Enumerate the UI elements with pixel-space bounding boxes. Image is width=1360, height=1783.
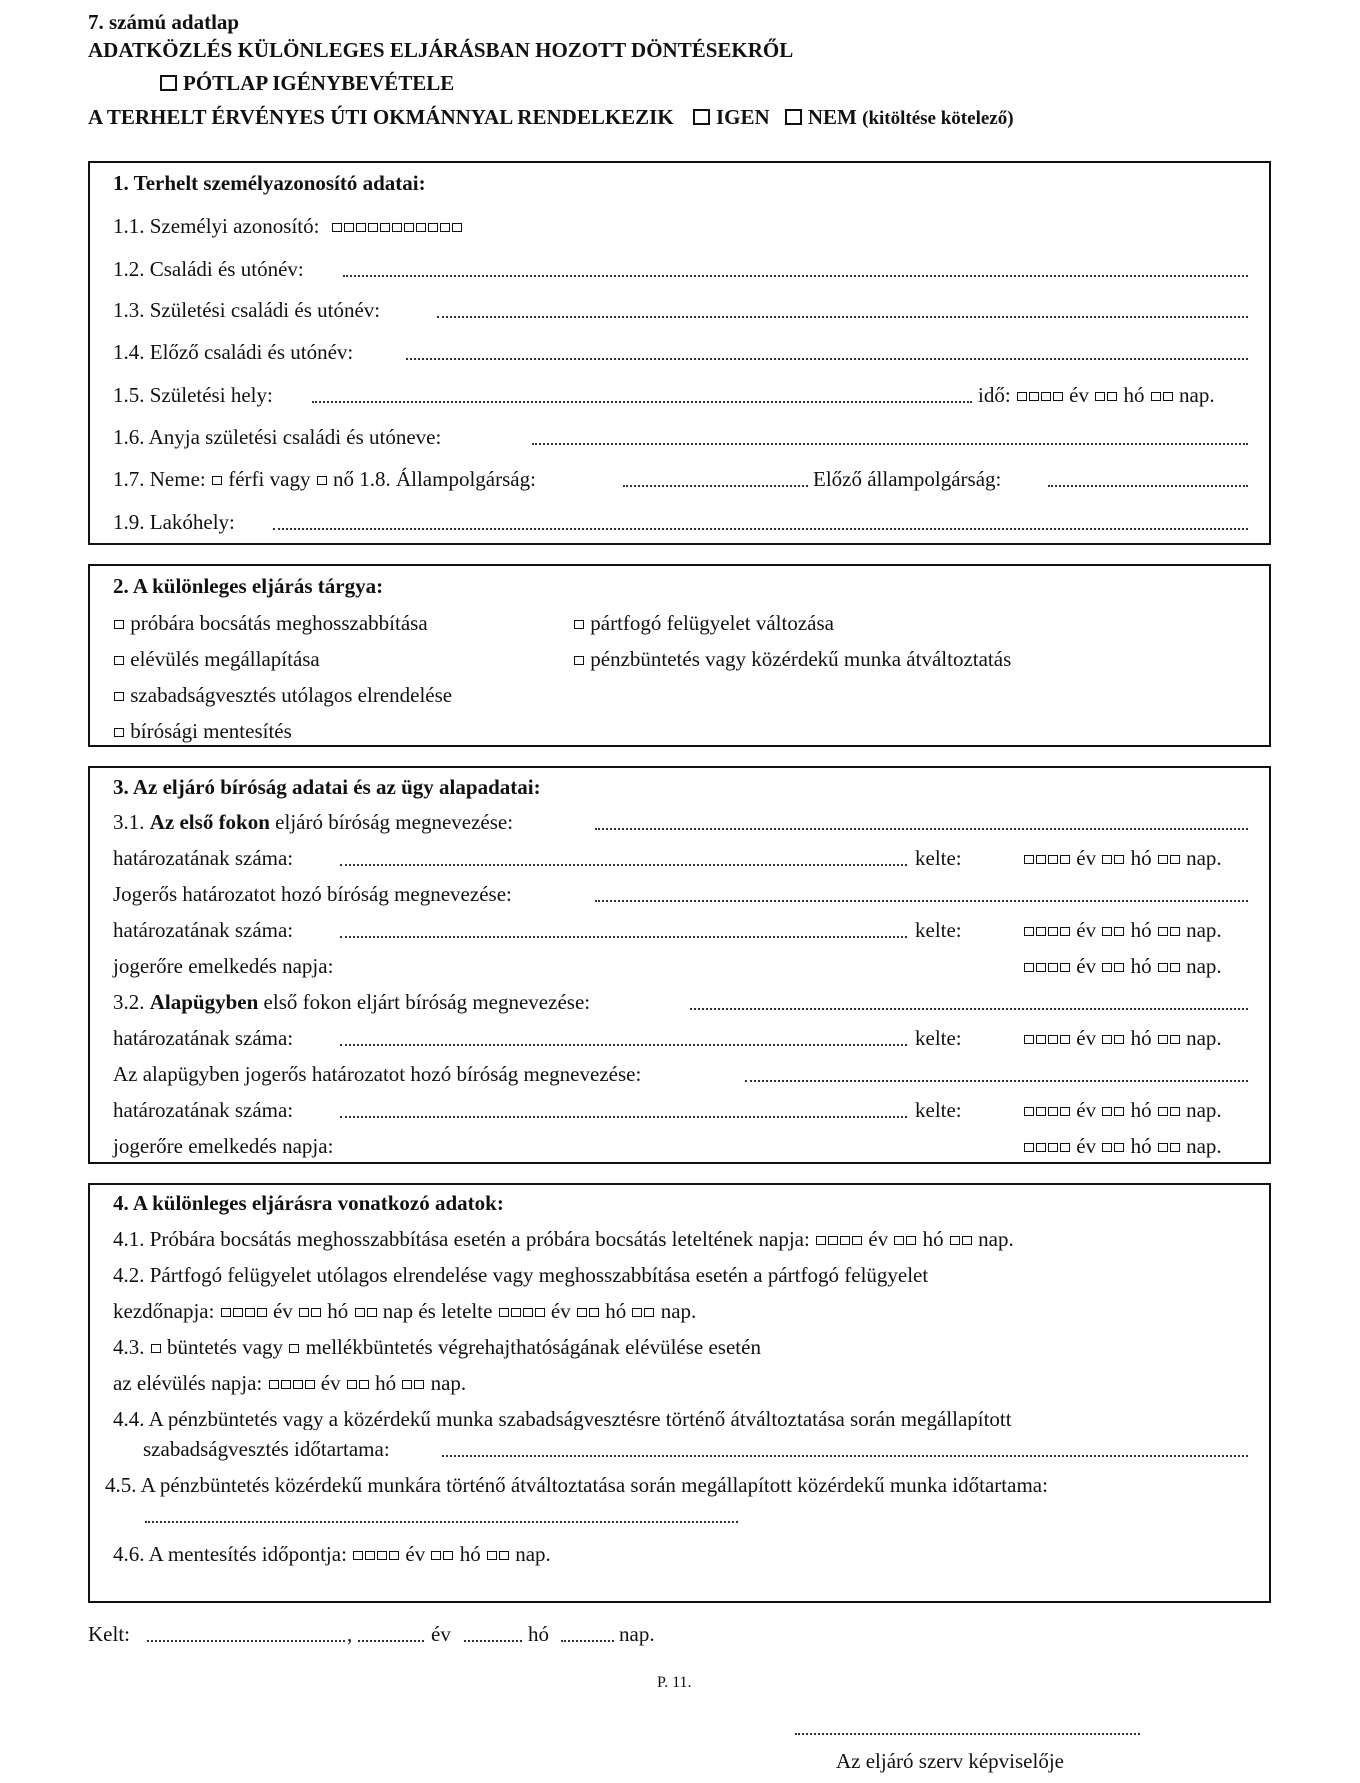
p46-row: 4.6. A mentesítés időpontja: év hó nap. <box>113 1542 551 1566</box>
day-unit: nap. <box>1179 383 1215 407</box>
decision-date-label: kelte: <box>915 1098 962 1122</box>
penalty-checkbox[interactable] <box>151 1344 161 1353</box>
passport-question: A TERHELT ÉRVÉNYES ÚTI OKMÁNNYAL RENDELKEZIK <box>88 105 674 129</box>
p45-field[interactable] <box>145 1521 738 1523</box>
kelt-year-unit: év <box>431 1622 451 1646</box>
birth-year-boxes[interactable] <box>1016 383 1064 407</box>
p43-line2: az elévülés napja: év hó nap. <box>113 1371 467 1395</box>
name-field[interactable] <box>343 275 1248 277</box>
final-date-label: jogerőre emelkedés napja: <box>113 1134 334 1158</box>
section-2-title: 2. A különleges eljárás tárgya: <box>113 574 384 598</box>
option-checkbox[interactable] <box>114 656 124 665</box>
passport-row <box>88 107 1014 128</box>
option-court-exemption[interactable]: bírósági mentesítés <box>113 721 292 742</box>
birth-place-field[interactable] <box>312 401 972 403</box>
base-final-court-label: Az alapügyben jogerős határozatot hozó bíróság megnevezése: <box>113 1062 642 1086</box>
personal-id-boxes[interactable] <box>331 214 463 238</box>
p42-line1: 4.2. Pártfogó felügyelet utólagos elrendelése vagy meghosszabbítása esetén a pártfogó felügyelet <box>113 1263 929 1287</box>
decision-date-label: kelte: <box>915 846 962 870</box>
option-limitation[interactable]: elévülés megállapítása <box>113 649 320 670</box>
form-title: ADATKÖZLÉS KÜLÖNLEGES ELJÁRÁSBAN HOZOTT DÖNTÉSEKRŐL <box>88 38 794 62</box>
male-checkbox[interactable] <box>212 476 222 485</box>
option-checkbox[interactable] <box>574 620 584 629</box>
p43-line1: 4.3. büntetés vagy mellékbüntetés végrehajthatóságának elévülése esetén <box>113 1335 761 1359</box>
option-probation-extension[interactable]: próbára bocsátás meghosszabbítása <box>113 613 428 634</box>
decision-date-boxes[interactable]: év hó nap. <box>1023 848 1222 869</box>
p44-field[interactable] <box>442 1455 1248 1457</box>
birth-month-boxes[interactable] <box>1094 383 1118 407</box>
base-final-court-field[interactable] <box>745 1080 1248 1082</box>
option-imprisonment-order[interactable]: szabadságvesztés utólagos elrendelése <box>113 685 452 706</box>
decision-number-label: határozatának száma: <box>113 1098 294 1122</box>
birth-name-field[interactable] <box>437 316 1248 318</box>
kelt-month-field[interactable] <box>464 1640 522 1642</box>
signature-field[interactable] <box>795 1733 1140 1735</box>
page-code: P. 11. <box>657 1674 692 1691</box>
supplement-label: PÓTLAP IGÉNYBEVÉTELE <box>183 71 455 95</box>
sex-citizenship-row <box>113 469 536 490</box>
yes-label: IGEN <box>715 105 770 129</box>
birth-name-label: 1.3. Születési családi és utónév: <box>113 298 381 322</box>
signature-label: Az eljáró szerv képviselője <box>836 1749 1064 1773</box>
p45-line1: 4.5. A pénzbüntetés közérdekű munkára történő átváltoztatása során megállapított közérdekű munka időtartama: <box>105 1473 1048 1497</box>
citizenship-label: 1.8. Állampolgárság: <box>359 467 536 491</box>
first-instance-court-field[interactable] <box>595 828 1248 830</box>
option-fine-conversion[interactable]: pénzbüntetés vagy közérdekű munka átváltoztatás <box>573 649 1011 670</box>
decision-number-field[interactable] <box>340 1116 907 1118</box>
option-checkbox[interactable] <box>114 728 124 737</box>
residence-field[interactable] <box>273 528 1248 530</box>
previous-citizenship-field[interactable] <box>1048 485 1248 487</box>
kelt-month-unit: hó <box>528 1622 549 1646</box>
p46-date-boxes[interactable]: év hó nap. <box>352 1542 551 1566</box>
base-court-label: 3.2. Alapügyben első fokon eljárt bíróság megnevezése: <box>113 990 591 1014</box>
yes-checkbox[interactable] <box>693 109 710 125</box>
p41-row: 4.1. Próbára bocsátás meghosszabbítása esetén a próbára bocsátás leteltének napja: év hó nap. <box>113 1227 1014 1251</box>
kelt-day-field[interactable] <box>561 1640 614 1642</box>
mandatory-note: (kitöltése kötelező) <box>862 108 1014 129</box>
p44-line1: 4.4. A pénzbüntetés vagy a közérdekű munka szabadságvesztésre történő átváltoztatása során megállapított <box>113 1409 1012 1430</box>
decision-date-boxes[interactable]: év hó nap. <box>1023 1028 1222 1049</box>
final-court-label: Jogerős határozatot hozó bíróság megnevezése: <box>113 882 512 906</box>
sex-label: 1.7. Neme: <box>113 467 206 491</box>
supplement-checkbox[interactable] <box>160 75 177 91</box>
birth-time-label: idő: <box>978 383 1011 407</box>
option-checkbox[interactable] <box>114 620 124 629</box>
kelt-day-unit: nap. <box>619 1622 655 1646</box>
decision-date-boxes[interactable]: év hó nap. <box>1023 920 1222 941</box>
birth-day-boxes[interactable] <box>1150 383 1174 407</box>
previous-name-field[interactable] <box>406 358 1248 360</box>
personal-id-label: 1.1. Személyi azonosító: <box>113 214 320 238</box>
final-date-boxes[interactable]: év hó nap. <box>1023 1136 1222 1157</box>
section-3-title: 3. Az eljáró bíróság adatai és az ügy alapadatai: <box>113 775 541 799</box>
no-checkbox[interactable] <box>785 109 802 125</box>
citizenship-field[interactable] <box>623 485 808 487</box>
kelt-label: Kelt: <box>88 1622 130 1646</box>
decision-date-boxes[interactable]: év hó nap. <box>1023 1100 1222 1121</box>
kelt-comma: , <box>347 1622 353 1646</box>
previous-citizenship-label: Előző állampolgárság: <box>813 467 1002 491</box>
male-label: férfi vagy <box>228 467 311 491</box>
option-checkbox[interactable] <box>114 692 124 701</box>
section-1-title: 1. Terhelt személyazonosító adatai: <box>113 171 426 195</box>
decision-number-label: határozatának száma: <box>113 918 294 942</box>
name-label: 1.2. Családi és utónév: <box>113 257 304 281</box>
final-date-boxes[interactable]: év hó nap. <box>1023 956 1222 977</box>
personal-id-row <box>113 216 463 237</box>
decision-date-label: kelte: <box>915 1026 962 1050</box>
p43-date-boxes[interactable]: év hó nap. <box>268 1371 467 1395</box>
mother-name-label: 1.6. Anyja születési családi és utóneve: <box>113 425 442 449</box>
decision-number-field[interactable] <box>340 864 907 866</box>
decision-date-label: kelte: <box>915 918 962 942</box>
decision-number-label: határozatának száma: <box>113 846 294 870</box>
month-unit: hó <box>1123 383 1145 407</box>
previous-name-label: 1.4. Előző családi és utónév: <box>113 340 354 364</box>
section-4-title: 4. A különleges eljárásra vonatkozó adatok: <box>113 1191 504 1215</box>
option-checkbox[interactable] <box>574 656 584 665</box>
female-label: nő <box>332 467 354 491</box>
no-label: NEM <box>807 105 857 129</box>
supplement-row <box>160 73 454 94</box>
decision-number-field[interactable] <box>340 936 907 938</box>
kelt-place-field[interactable] <box>147 1640 345 1642</box>
form-number: 7. számú adatlap <box>88 10 240 34</box>
base-court-field[interactable] <box>690 1008 1248 1010</box>
final-court-field[interactable] <box>595 900 1248 902</box>
birth-time-row <box>978 385 1215 406</box>
decision-number-field[interactable] <box>340 1044 907 1046</box>
p41-date-boxes[interactable]: év hó nap. <box>815 1227 1014 1251</box>
final-date-label: jogerőre emelkedés napja: <box>113 954 334 978</box>
option-probation-change[interactable]: pártfogó felügyelet változása <box>573 613 834 634</box>
female-checkbox[interactable] <box>317 476 327 485</box>
decision-number-label: határozatának száma: <box>113 1026 294 1050</box>
year-unit: év <box>1069 383 1089 407</box>
p42-line2: kezdőnapja: év hó nap és letelte év hó nap. <box>113 1299 697 1323</box>
p42-start-boxes[interactable]: év hó <box>220 1299 378 1323</box>
residence-label: 1.9. Lakóhely: <box>113 510 235 534</box>
p44-line2: szabadságvesztés időtartama: <box>143 1437 390 1461</box>
mother-name-field[interactable] <box>532 443 1248 445</box>
secondary-penalty-checkbox[interactable] <box>289 1344 299 1353</box>
first-instance-court-label: 3.1. Az első fokon eljáró bíróság megnevezése: <box>113 810 514 834</box>
birth-place-label: 1.5. Születési hely: <box>113 383 273 407</box>
kelt-year-field[interactable] <box>358 1640 424 1642</box>
p42-end-boxes[interactable]: év hó nap. <box>498 1299 697 1323</box>
